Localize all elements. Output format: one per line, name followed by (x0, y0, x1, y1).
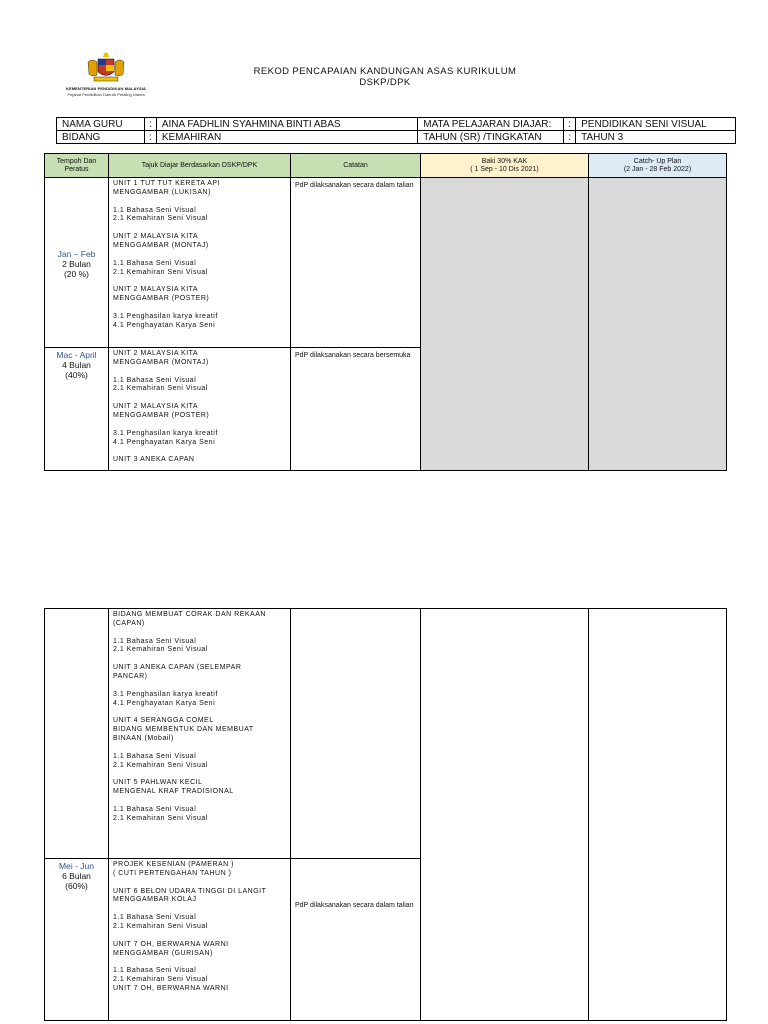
period-percent: (40%) (65, 370, 88, 380)
topic-line: 4.1 Penghayatan Karya Seni (113, 699, 216, 707)
topic-block (113, 180, 286, 198)
topic-line: MENGGAMBAR (LUKISAN) (113, 188, 211, 196)
topic-block (113, 779, 286, 797)
topic-block (113, 861, 286, 879)
header-catchup (589, 154, 727, 178)
topic-block (113, 430, 286, 448)
topic-line: UNIT 4 SERANGGA COMEL (113, 717, 214, 725)
period-month: Jan – Feb (57, 248, 96, 259)
topic-line: 3.1 Penghasilan karya kreatif (113, 312, 218, 320)
logo-office-name: Pejabat Pendidikan Daerah Petaling Utama (67, 92, 145, 97)
topic-block (113, 717, 286, 743)
tajuk-cell (109, 348, 291, 471)
topic-line: UNIT 7 OH, BERWARNA WARNI (113, 984, 229, 992)
table-row (45, 178, 727, 348)
catatan-cell: PdP dilaksanakan secara dalam talian (291, 859, 421, 1021)
topic-block (113, 377, 286, 395)
tahun-value: TAHUN 3 (576, 131, 736, 144)
topic-line: 1.1 Bahasa Seni Visual (113, 967, 197, 975)
topic-line: 1.1 Bahasa Seni Visual (113, 805, 197, 813)
topic-block (113, 313, 286, 331)
header-catchup-line: Catch- Up Plan (633, 157, 682, 165)
tahun-label: TAHUN (SR) /TINGKATAN (418, 131, 564, 144)
topic-line: 2.1 Kemahiran Seni Visual (113, 268, 208, 276)
topic-line: 1.1 Bahasa Seni Visual (113, 914, 197, 922)
topic-line: 2.1 Kemahiran Seni Visual (113, 646, 208, 654)
topic-line: 1.1 Bahasa Seni Visual (113, 376, 197, 384)
baki-cell (421, 178, 589, 471)
header-tajuk: Tajuk Diajar Berdasarkan DSKP/DPK (109, 154, 291, 178)
nama-guru-label: NAMA GURU (57, 118, 145, 131)
period-percent: (20 %) (63, 268, 90, 279)
period-duration: 2 Bulan (62, 258, 91, 269)
nama-guru-value: AINA FADHLIN SYAHMINA BINTI ABAS (156, 118, 417, 131)
period-percent: (60%) (65, 881, 88, 891)
header-catatan: Catatan (291, 154, 421, 178)
topic-line: UNIT 2 MALAYSIA KITA (113, 233, 199, 241)
catchup-cell (589, 178, 727, 471)
catatan-cell: PdP dilaksanakan secara bersemuka (291, 348, 421, 471)
topic-line: 1.1 Bahasa Seni Visual (113, 752, 197, 760)
header-tempoh-line: Peratus (64, 165, 89, 173)
topic-line: UNIT 5 PAHLWAN KECIL (113, 779, 203, 787)
topic-block (113, 664, 286, 682)
topic-line: BIDANG MEMBENTUK DAN MEMBUAT (113, 726, 254, 734)
topic-line: UNIT 1 TUT TUT KERETA API (113, 180, 221, 187)
topic-line: 1.1 Bahasa Seni Visual (113, 259, 197, 267)
curriculum-table (44, 153, 727, 471)
topic-line: MENGGAMBAR KOLAJ (113, 896, 197, 904)
page-title (200, 66, 570, 88)
topic-line: BINAAN (Mobail) (113, 734, 174, 742)
topic-line: ( CUTI PERTENGAHAN TAHUN ) (113, 869, 232, 877)
topic-line: 2.1 Kemahiran Seni Visual (113, 215, 208, 223)
topic-block (113, 611, 286, 629)
colon: : (144, 131, 156, 144)
period-cell (45, 859, 109, 1021)
catatan-cell (291, 609, 421, 859)
topic-line: UNIT 6 BELON UDARA TINGGI DI LANGIT (113, 887, 267, 895)
header-catchup-line: (2 Jan - 28 Feb 2022) (623, 165, 692, 173)
topic-block (113, 260, 286, 278)
tajuk-cell (109, 859, 291, 1021)
topic-block (113, 286, 286, 304)
topic-block (113, 456, 286, 465)
topic-line: UNIT 2 MALAYSIA KITA (113, 350, 199, 357)
ministry-logo (60, 50, 152, 106)
topic-block (113, 806, 286, 824)
topic-line: PROJEK KESENIAN (PAMERAN ) (113, 861, 235, 868)
topic-block (113, 691, 286, 709)
topic-line: 3.1 Penghasilan karya kreatif (113, 690, 218, 698)
bidang-label: BIDANG (57, 131, 145, 144)
baki-cell (421, 609, 589, 1021)
topic-line: 3.1 Penghasilan karya kreatif (113, 429, 218, 437)
topic-block (113, 207, 286, 225)
title-line-2: DSKP/DPK (359, 77, 411, 88)
topic-line: UNIT 3 ANEKA CAPAN (SELEMPAR (113, 664, 242, 672)
colon: : (564, 131, 576, 144)
header-baki-line: ( 1 Sep - 10 Dis 2021) (470, 165, 539, 173)
bidang-value: KEMAHIRAN (156, 131, 417, 144)
mata-pelajaran-value: PENDIDIKAN SENI VISUAL (576, 118, 736, 131)
topic-block (113, 888, 286, 906)
catchup-cell (589, 609, 727, 1021)
topic-block (113, 350, 286, 368)
topic-line: MENGGAMBAR (POSTER) (113, 295, 210, 303)
topic-block (113, 233, 286, 251)
topic-line: MENGGAMBAR (MONTAJ) (113, 358, 209, 366)
info-row (57, 131, 736, 144)
catatan-cell: PdP dilaksanakan secara dalam talian (291, 178, 421, 348)
header-baki-line: Baki 30% KAK (481, 157, 528, 165)
info-row (57, 118, 736, 131)
topic-line: 1.1 Bahasa Seni Visual (113, 637, 197, 645)
topic-line: UNIT 7 OH, BERWARNA WARNI (113, 940, 229, 948)
topic-block (113, 914, 286, 932)
tajuk-cell (109, 178, 291, 348)
period-duration: 4 Bulan (62, 360, 91, 370)
title-line-1: REKOD PENCAPAIAN KANDUNGAN ASAS KURIKULUM (253, 66, 517, 77)
topic-block (113, 941, 286, 959)
period-cell (45, 609, 109, 859)
topic-line: MENGGAMBAR (GURISAN) (113, 949, 213, 957)
topic-line: PANCAR) (113, 672, 148, 680)
topic-line: 2.1 Kemahiran Seni Visual (113, 814, 208, 822)
period-month: Mac - April (56, 350, 97, 360)
topic-line: UNIT 3 ANEKA CAPAN (113, 456, 195, 464)
topic-block (113, 753, 286, 771)
topic-line: 1.1 Bahasa Seni Visual (113, 206, 197, 214)
topic-line: 2.1 Kemahiran Seni Visual (113, 761, 208, 769)
topic-line: MENGENAL KRAF TRADISIONAL (113, 788, 234, 796)
period-cell (45, 178, 109, 348)
topic-line: MENGGAMBAR (MONTAJ) (113, 241, 209, 249)
topic-line: 2.1 Kemahiran Seni Visual (113, 922, 208, 930)
period-duration: 6 Bulan (62, 871, 91, 881)
topic-line: (CAPAN) (113, 619, 145, 627)
header-tempoh-line: Tempoh Dan (56, 157, 97, 165)
teacher-info-table (56, 117, 736, 144)
logo-ministry-name: KEMENTERIAN PENDIDIKAN MALAYSIA (65, 86, 147, 91)
mata-pelajaran-label: MATA PELAJARAN DIAJAR: (418, 118, 564, 131)
coat-of-arms-icon (82, 50, 130, 84)
header-tempoh (45, 154, 109, 178)
topic-line: UNIT 2 MALAYSIA KITA (113, 286, 199, 294)
table-header-row (45, 154, 727, 178)
topic-line: BIDANG MEMBUAT CORAK DAN REKAAN (113, 611, 266, 618)
topic-line: 2.1 Kemahiran Seni Visual (113, 976, 208, 984)
tajuk-cell (109, 609, 291, 859)
topic-block (113, 403, 286, 421)
topic-block (113, 638, 286, 656)
colon: : (564, 118, 576, 131)
header-baki (421, 154, 589, 178)
topic-line: 4.1 Penghayatan Karya Seni (113, 321, 216, 329)
table-row (45, 609, 727, 859)
topic-line: 2.1 Kemahiran Seni Visual (113, 385, 208, 393)
colon: : (144, 118, 156, 131)
topic-line: UNIT 2 MALAYSIA KITA (113, 403, 199, 411)
period-month: Mei - Jun (59, 861, 94, 871)
topic-line: MENGGAMBAR (POSTER) (113, 411, 210, 419)
topic-block (113, 967, 286, 993)
period-cell (45, 348, 109, 471)
curriculum-table-continued (44, 608, 727, 1021)
topic-line: 4.1 Penghayatan Karya Seni (113, 438, 216, 446)
